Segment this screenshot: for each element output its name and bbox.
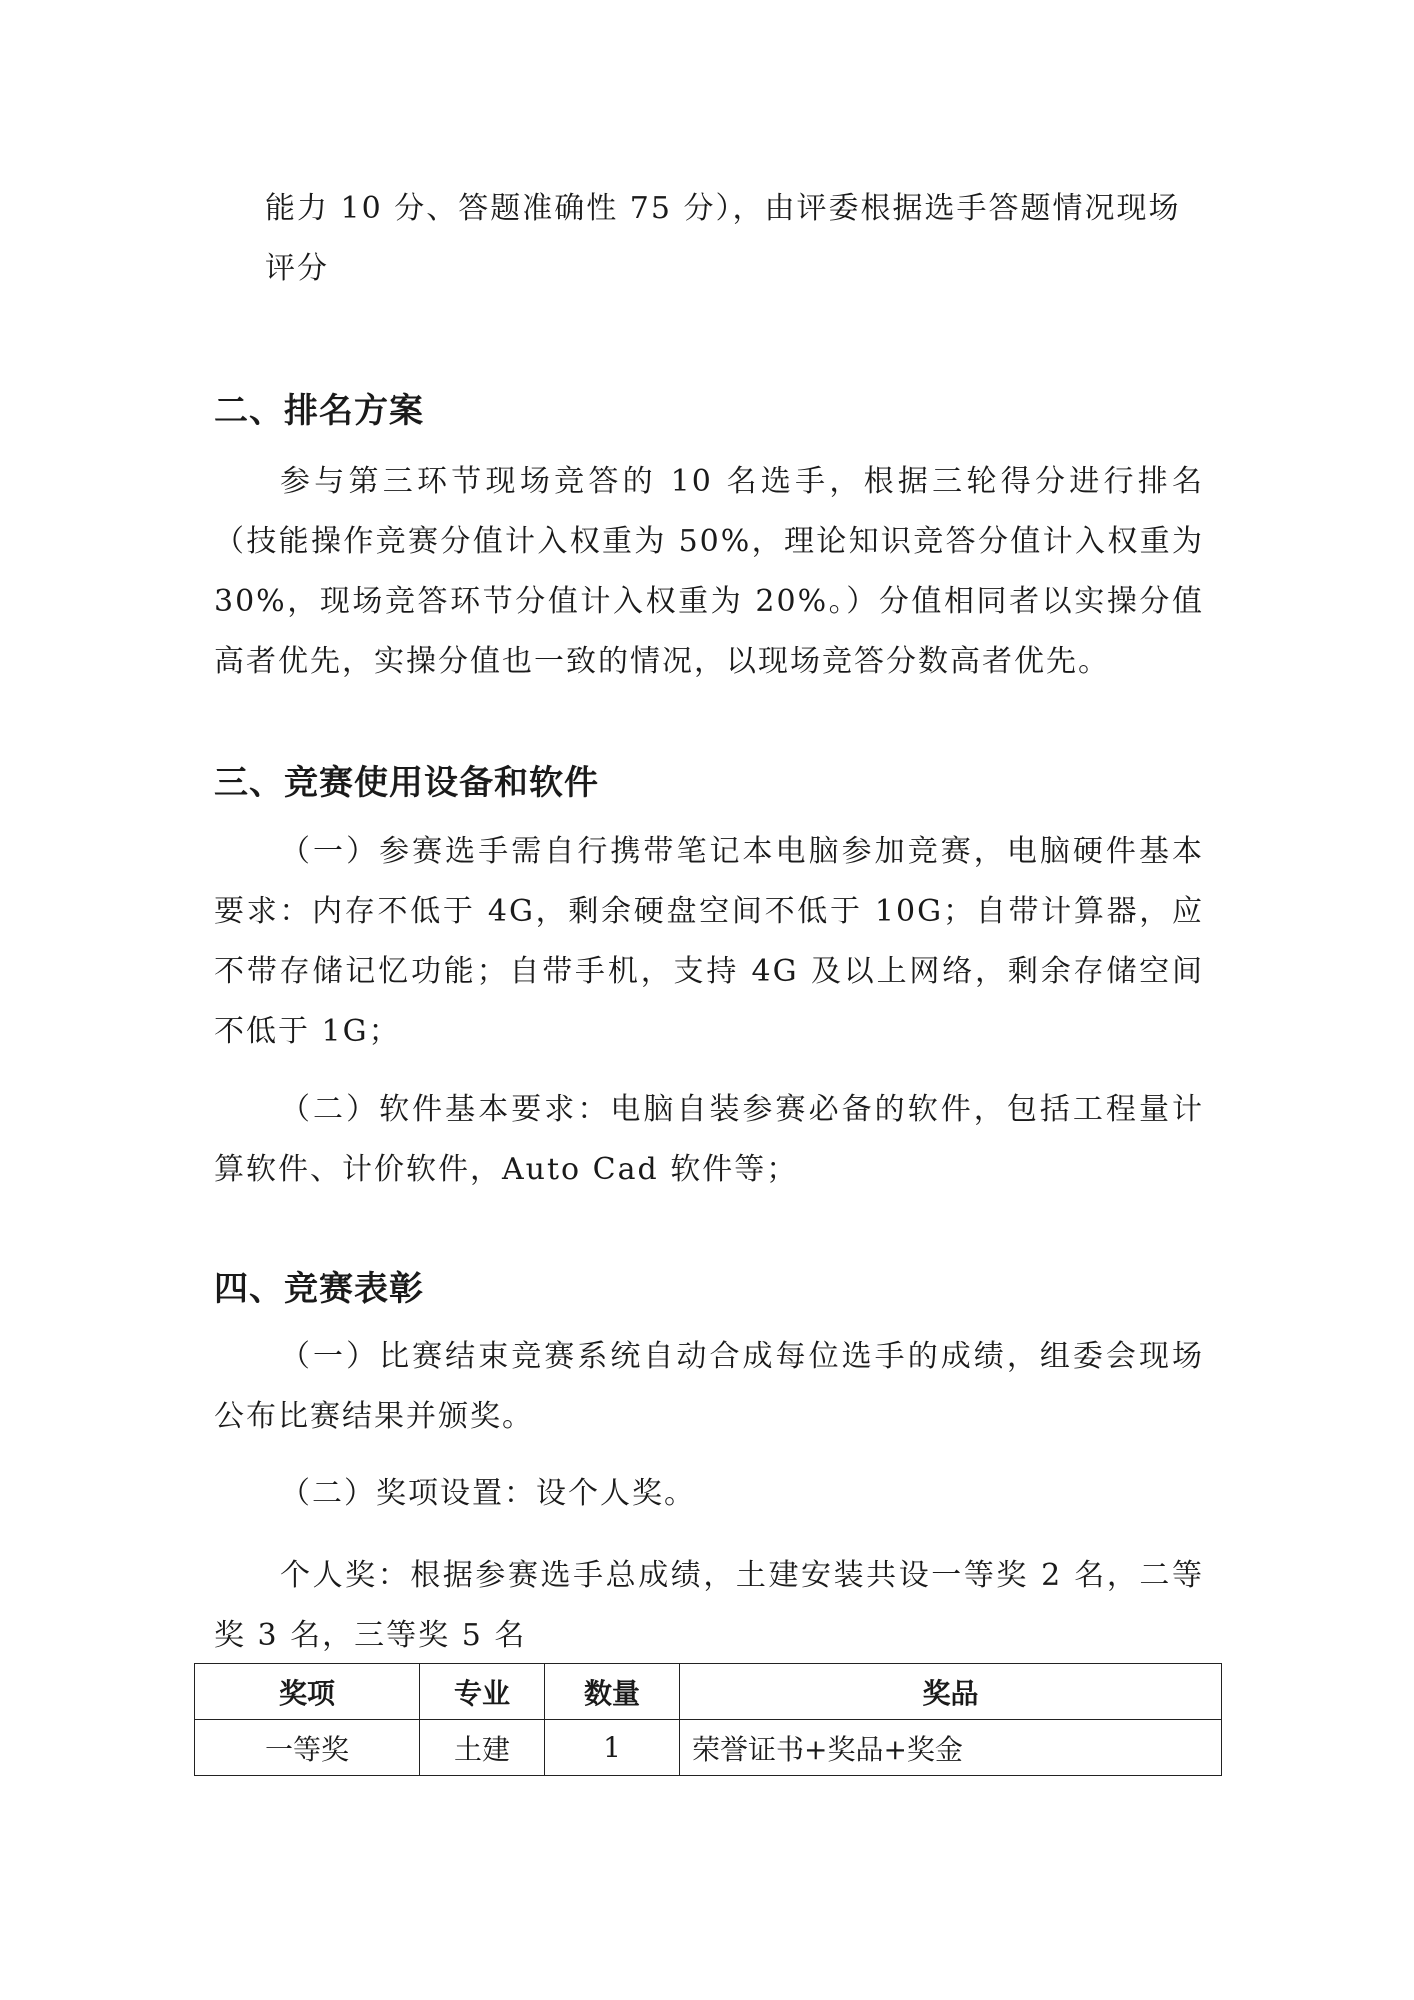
table-cell-prize: 荣誉证书+奖品+奖金 xyxy=(680,1720,1222,1776)
equipment-item-1: （一）参赛选手需自行携带笔记本电脑参加竞赛，电脑硬件基本要求：内存不低于 4G，剩余硬盘空间不低于 10G；自带计算器，应不带存储记忆功能；自带手机，支持 4G 及以上网络，剩余存储空间不低于 1G； xyxy=(214,834,1204,1049)
column-header-quantity: 数量 xyxy=(545,1664,680,1720)
section-heading-awards: 四、竞赛表彰 xyxy=(214,1269,424,1309)
table-header-row xyxy=(195,1664,1222,1720)
awards-item-1: （一）比赛结束竞赛系统自动合成每位选手的成绩，组委会现场公布比赛结果并颁奖。 xyxy=(214,1339,1204,1434)
table-row xyxy=(195,1720,1222,1776)
section-heading-ranking: 二、排名方案 xyxy=(214,391,424,431)
awards-item-3: 个人奖：根据参赛选手总成绩，土建安装共设一等奖 2 名，二等奖 3 名，三等奖 5 名 xyxy=(214,1558,1204,1653)
awards-item-2: （二）奖项设置：设个人奖。 xyxy=(280,1476,696,1511)
continuation-line-1: 能力 10 分、答题准确性 75 分），由评委根据选手答题情况现场 xyxy=(265,191,1181,226)
column-header-prize: 奖品 xyxy=(680,1664,1222,1720)
table-cell-specialty: 土建 xyxy=(420,1720,545,1776)
column-header-specialty: 专业 xyxy=(420,1664,545,1720)
ranking-paragraph: 参与第三环节现场竞答的 10 名选手，根据三轮得分进行排名（技能操作竞赛分值计入权重为 50%，理论知识竞答分值计入权重为 30%，现场竞答环节分值计入权重为 20%。）分值相同者以实操分值高者优先，实操分值也一致的情况，以现场竞答分数高者优先。 xyxy=(214,464,1204,679)
equipment-item-2: （二）软件基本要求：电脑自装参赛必备的软件，包括工程量计算软件、计价软件，Auto Cad 软件等； xyxy=(214,1092,1204,1187)
table-cell-award: 一等奖 xyxy=(195,1720,420,1776)
column-header-award: 奖项 xyxy=(195,1664,420,1720)
continuation-line-2: 评分 xyxy=(265,251,329,286)
awards-table xyxy=(194,1663,1222,1776)
section-heading-equipment: 三、竞赛使用设备和软件 xyxy=(214,763,599,803)
table-cell-quantity: 1 xyxy=(545,1720,680,1776)
